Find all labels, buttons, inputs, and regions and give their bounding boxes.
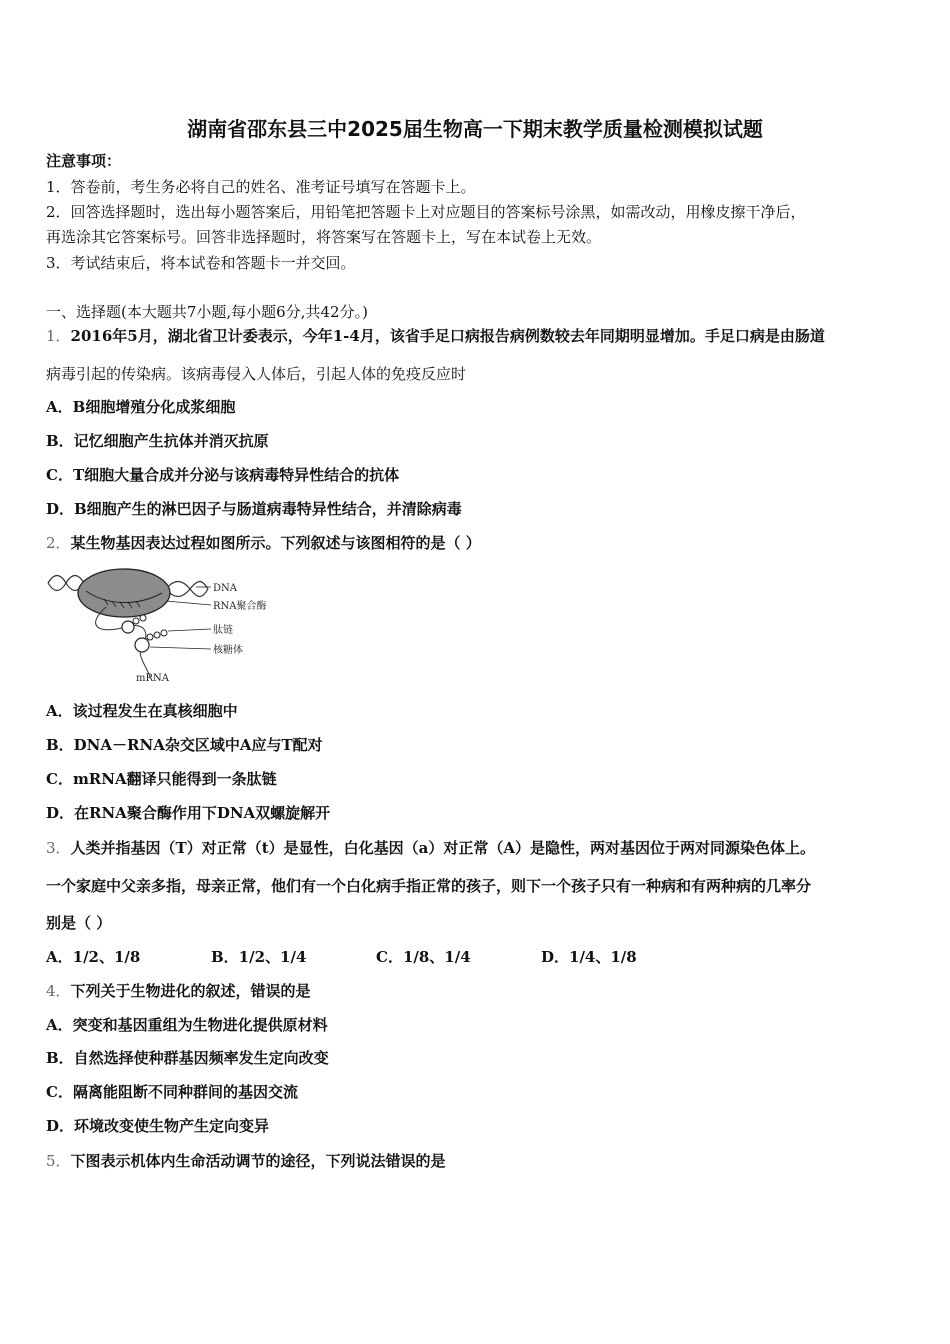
question-3-cont: 一个家庭中父亲多指，母亲正常，他们有一个白化病手指正常的孩子，则下一个孩子只有一种病和有两种病的几率分 [46, 877, 812, 895]
question-4 [46, 981, 311, 1001]
option-c: C．1/8、1/4 [376, 948, 471, 966]
option-d: D．B细胞产生的淋巴因子与肠道病毒特异性结合，并清除病毒 [46, 500, 462, 518]
question-5 [46, 1151, 446, 1171]
notice-item: 2．回答选择题时，选出每小题答案后，用铅笔把答题卡上对应题目的答案标号涂黑，如需改动，用橡皮擦干净后， [46, 203, 806, 221]
notice-item: 1．答卷前，考生务必将自己的姓名、准考证号填写在答题卡上。 [46, 178, 476, 196]
option-c: C．T细胞大量合成并分泌与该病毒特异性结合的抗体 [46, 466, 400, 484]
question-number: 4． [46, 982, 71, 1000]
label-rna-polymerase: RNA聚合酶 [213, 601, 267, 612]
option-a: A．1/2、1/8 [46, 948, 141, 966]
question-1 [46, 326, 825, 346]
option-b: B．自然选择使种群基因频率发生定向改变 [46, 1049, 329, 1067]
question-stem: 2016年5月，湖北省卫计委表示，今年1-4月，该省手足口病报告病例数较去年同期明显增加。手足口病是由肠道 [70, 327, 825, 345]
label-mrna: mRNA [136, 673, 169, 684]
option-a: A．突变和基因重组为生物进化提供原材料 [46, 1016, 328, 1034]
option-d: D．1/4、1/8 [541, 948, 637, 966]
gene-expression-figure [46, 565, 276, 685]
question-3 [46, 838, 815, 858]
option-b: B．记忆细胞产生抗体并消灭抗原 [46, 432, 269, 450]
option-a: A．B细胞增殖分化成浆细胞 [46, 398, 236, 416]
question-number: 3． [46, 839, 71, 857]
label-ribosome: 核糖体 [213, 645, 243, 656]
option-b: B．DNA－RNA杂交区域中A应与T配对 [46, 736, 323, 754]
question-stem: 某生物基因表达过程如图所示。下列叙述与该图相符的是（ ） [70, 534, 481, 552]
question-1-cont: 病毒引起的传染病。该病毒侵入人体后，引起人体的免疫反应时 [46, 365, 467, 383]
option-d: D．在RNA聚合酶作用下DNA双螺旋解开 [46, 804, 331, 822]
label-dna: DNA [213, 583, 237, 594]
option-d: D．环境改变使生物产生定向变异 [46, 1117, 270, 1135]
question-number: 1． [46, 327, 71, 345]
question-number: 2． [46, 534, 71, 552]
question-stem: 人类并指基因（T）对正常（t）是显性，白化基因（a）对正常（A）是隐性，两对基因位于两对同源染色体上。 [70, 839, 816, 857]
label-peptide: 肽链 [213, 625, 233, 636]
question-stem: 下图表示机体内生命活动调节的途径，下列说法错误的是 [70, 1152, 446, 1170]
option-a: A．该过程发生在真核细胞中 [46, 702, 238, 720]
question-2 [46, 533, 481, 553]
option-c: C．mRNA翻译只能得到一条肽链 [46, 770, 277, 788]
question-number: 5． [46, 1152, 71, 1170]
page-title: 湖南省邵东县三中2025届生物高一下期末教学质量检测模拟试题 [187, 117, 763, 141]
question-3-cont: 别是（ ） [46, 914, 112, 932]
notice-item: 3．考试结束后，将本试卷和答题卡一并交回。 [46, 254, 356, 272]
question-stem: 下列关于生物进化的叙述，错误的是 [70, 982, 311, 1000]
question-3-options [46, 947, 637, 967]
option-c: C．隔离能阻断不同种群间的基因交流 [46, 1083, 298, 1101]
notice-heading: 注意事项： [46, 152, 122, 170]
section-heading: 一、选择题(本大题共7小题,每小题6分,共42分。) [46, 303, 368, 321]
option-b: B．1/2、1/4 [211, 948, 307, 966]
notice-item: 再选涂其它答案标号。回答非选择题时，将答案写在答题卡上，写在本试卷上无效。 [46, 228, 602, 246]
